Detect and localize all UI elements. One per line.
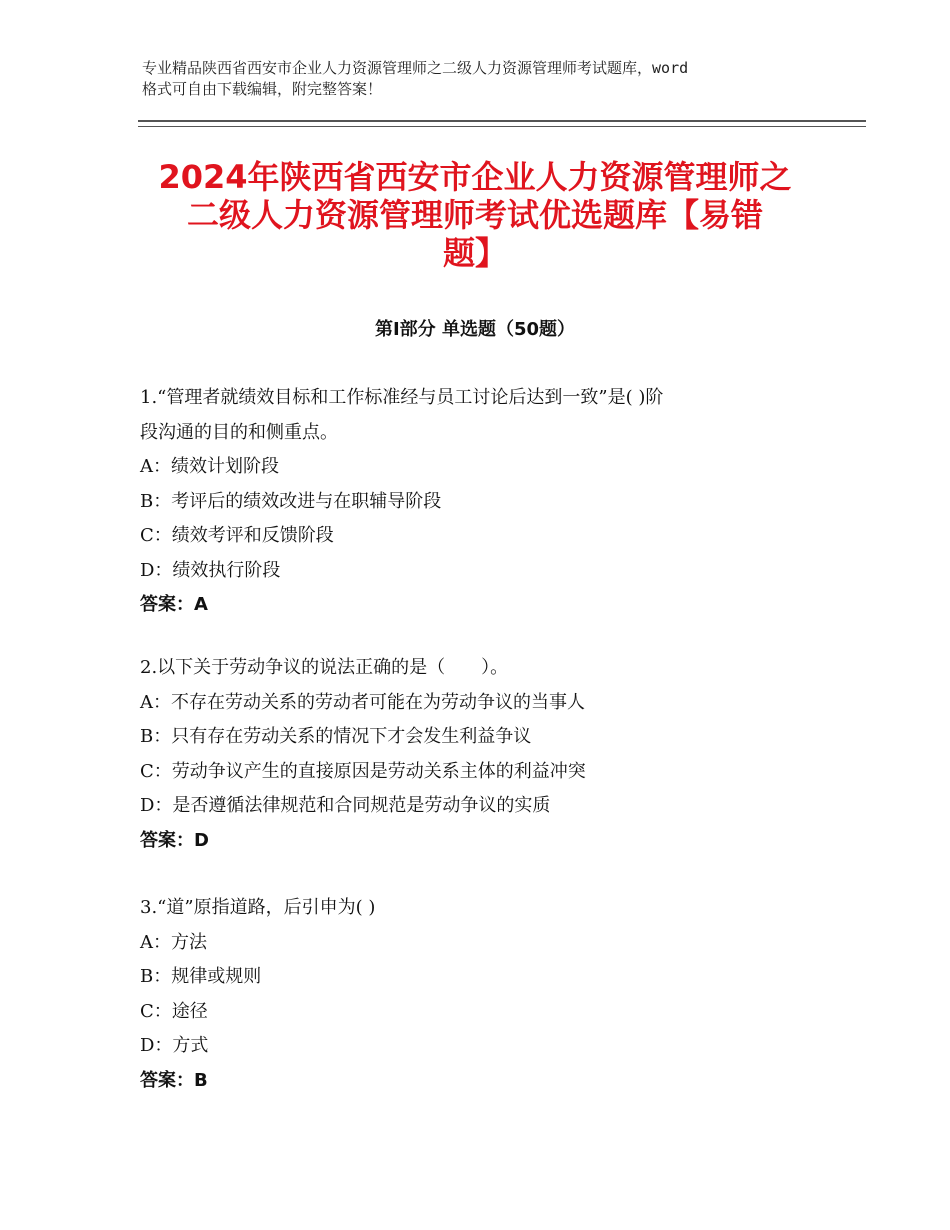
question-stem-continued: 段沟通的目的和侧重点。 <box>140 421 338 443</box>
header-note-line-1: 专业精品陕西省西安市企业人力资源管理师之二级人力资源管理师考试题库，word <box>142 59 689 77</box>
option-b: B：考评后的绩效改进与在职辅导阶段 <box>140 490 442 512</box>
option-d: D：方式 <box>140 1035 209 1056</box>
question-stem: 3.“道”原指道路，后引申为( ) <box>140 897 376 918</box>
document-title-line-3: 题】 <box>442 234 507 272</box>
option-a: A：不存在劳动关系的劳动者可能在为劳动争议的当事人 <box>140 691 585 713</box>
answer: 答案：B <box>140 1069 208 1091</box>
question-stem: 1.“管理者就绩效目标和工作标准经与员工讨论后达到一致”是( )阶 <box>140 387 664 408</box>
header-note-line-2: 格式可自由下载编辑，附完整答案！ <box>142 80 383 98</box>
option-c: C：劳动争议产生的直接原因是劳动关系主体的利益冲突 <box>140 760 586 782</box>
question-3 <box>140 891 820 1098</box>
option-d: D：绩效执行阶段 <box>140 559 281 581</box>
question-1 <box>140 381 820 623</box>
option-c: C：绩效考评和反馈阶段 <box>140 525 334 546</box>
option-b: B：规律或规则 <box>140 966 262 987</box>
question-stem: 2.以下关于劳动争议的说法正确的是（ ）。 <box>140 657 509 678</box>
answer: 答案：D <box>140 829 209 851</box>
option-a: A：方法 <box>140 931 207 953</box>
section-heading: 第Ⅰ部分 单选题（50题） <box>374 319 575 340</box>
document-title <box>100 158 850 272</box>
header-divider <box>138 120 866 127</box>
option-b: B：只有存在劳动关系的情况下才会发生利益争议 <box>140 726 532 747</box>
question-2 <box>140 651 820 858</box>
document-title-line-2: 二级人力资源管理师考试优选题库【易错 <box>186 196 763 234</box>
answer: 答案：A <box>140 594 208 615</box>
option-d: D：是否遵循法律规范和合同规范是劳动争议的实质 <box>140 795 551 816</box>
option-a: A：绩效计划阶段 <box>140 456 279 477</box>
header-note <box>142 58 822 100</box>
option-c: C：途径 <box>140 1000 208 1022</box>
document-title-line-1: 2024年陕西省西安市企业人力资源管理师之 <box>158 158 792 196</box>
